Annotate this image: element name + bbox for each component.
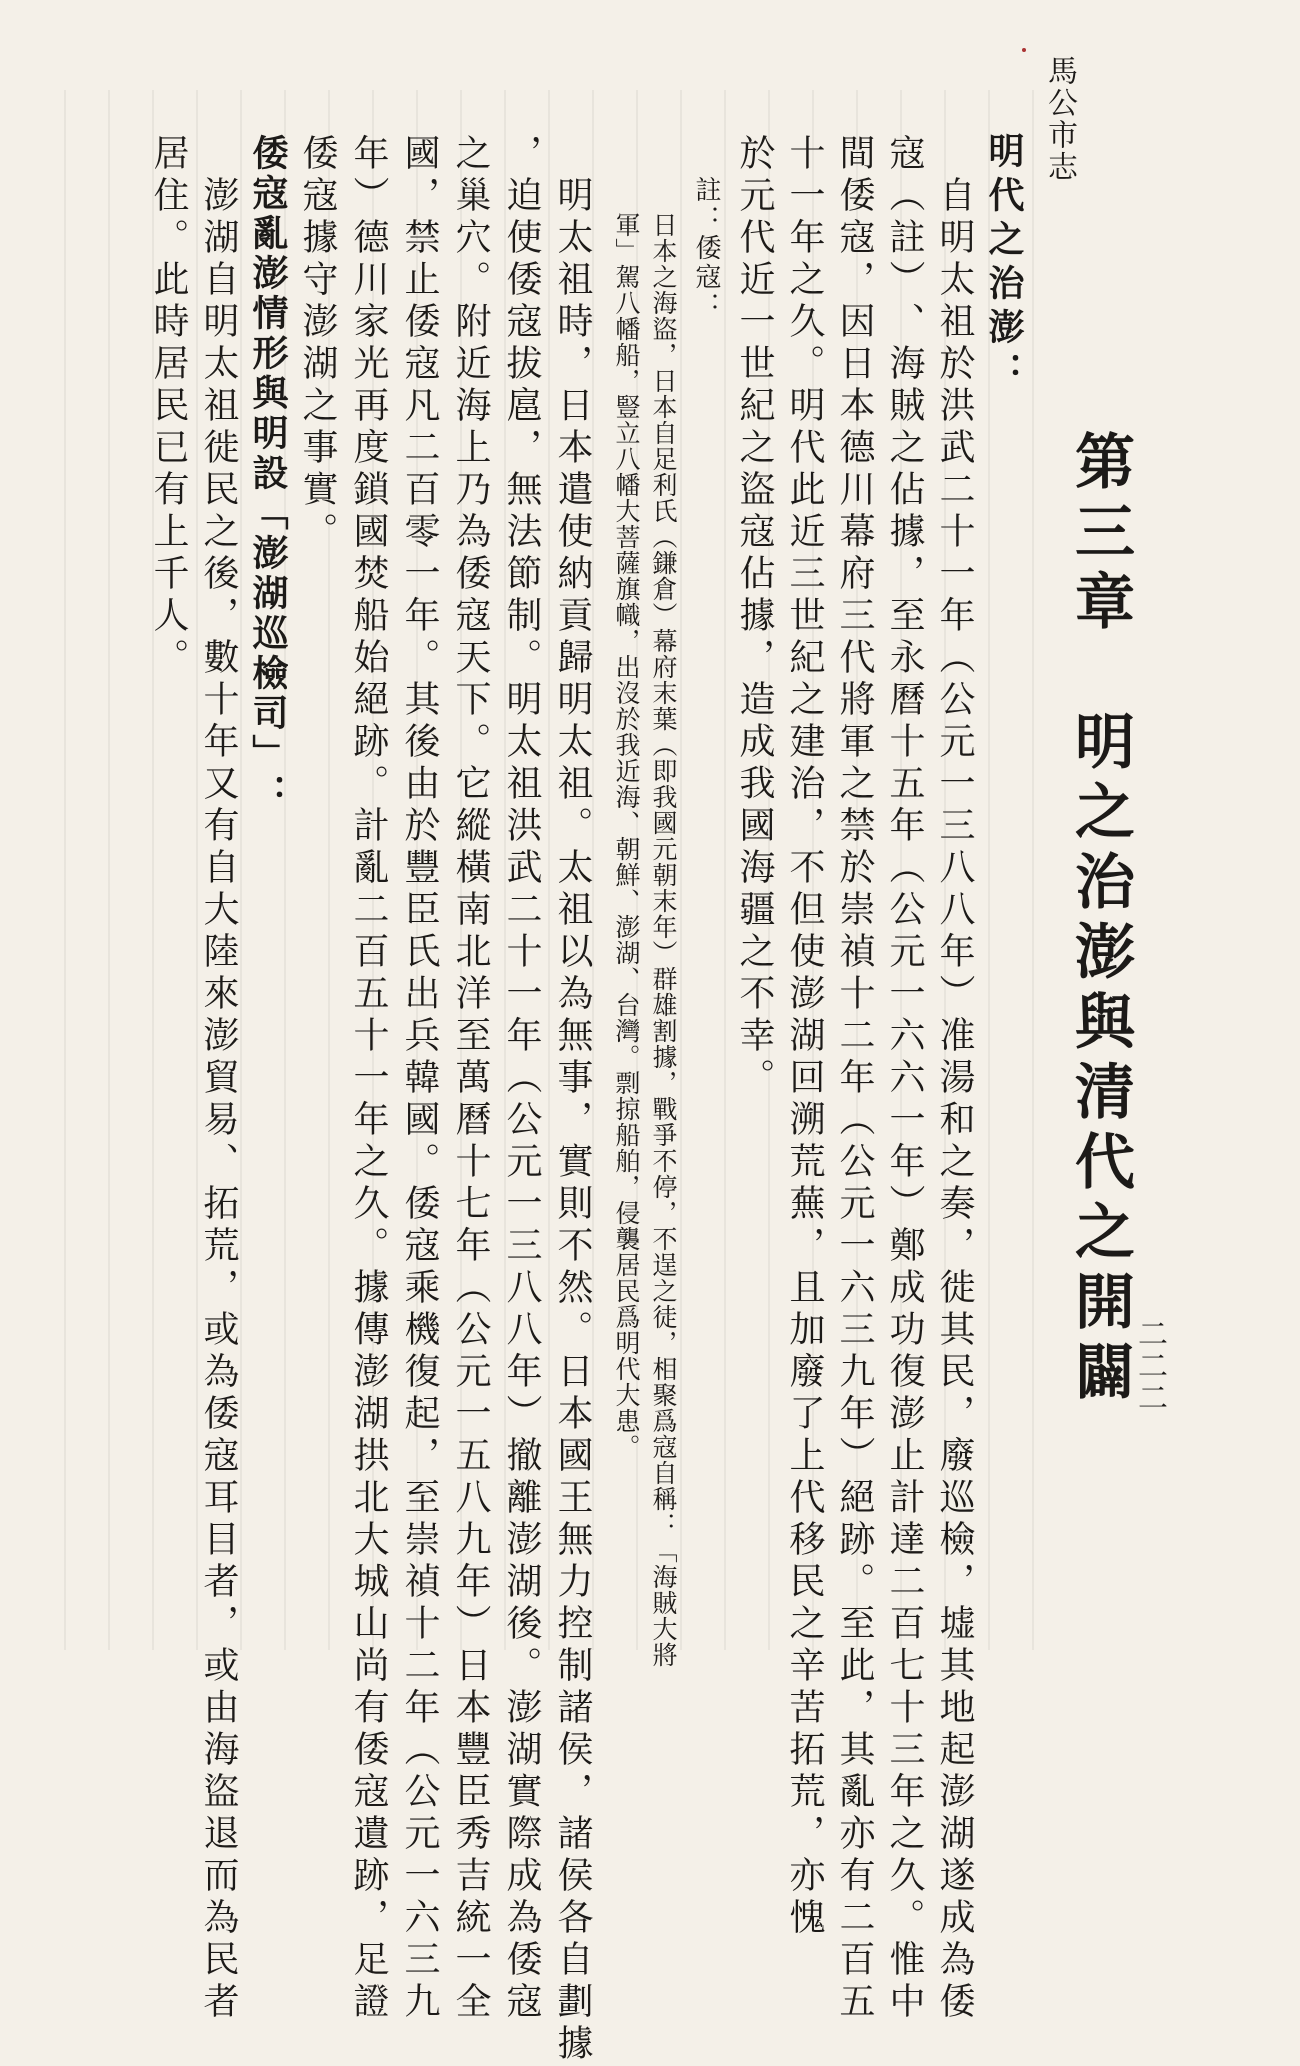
body-line: ，迫使倭寇拔扈，無法節制。明太祖洪武二十一年︵公元一三八八年︶撤離澎湖後。澎湖實際成為倭寇	[501, 134, 542, 2024]
ink-fleck	[1022, 48, 1026, 52]
body-line: 於元代近一世紀之盜寇佔據，造成我國海疆之不幸。	[734, 134, 775, 1100]
body-line: 年︶德川家光再度鎖國焚船始絕跡。計亂二百五十一年之久。據傳澎湖拱北大城山尚有倭寇遺跡，足證	[348, 134, 389, 2024]
note-line: 軍」駕八幡船，豎立八幡大菩薩旗幟，出沒於我近海、朝鮮、澎湖、台灣。剽掠船舶，侵襲居民爲明代大患。	[612, 212, 641, 1460]
section-heading-ming: 明代之治澎：	[983, 132, 1025, 396]
body-line: 自明太祖於洪武二十一年︵公元一三八八年︶准湯和之奏，徙其民，廢巡檢，墟其地起澎湖遂成為倭	[934, 176, 975, 2024]
body-line: 倭寇據守澎湖之事實。	[297, 134, 338, 554]
body-line: 寇︵註︶、海賊之佔據，至永曆十五年︵公元一六六一年︶鄭成功復澎止計達二百七十三年之久。惟中	[884, 134, 925, 2024]
page-number: 二二二	[1132, 1318, 1167, 1414]
body-line: 十一年之久。明代此近三世紀之建治，不但使澎湖回溯荒蕪，且加廢了上代移民之辛苦拓荒，亦愧	[784, 134, 825, 1940]
body-line: 間倭寇，因日本德川幕府三代將軍之禁於崇禎十二年︵公元一六三九年︶絕跡。至此，其亂亦有二百五	[834, 134, 875, 2024]
body-line: 居住。此時居民已有上千人。	[148, 134, 189, 680]
note-line: 日本之海盜，日本自足利氏︵鎌倉︶幕府末葉︵即我國元朝末年︶群雄割據，戰爭不停，不逞之徒，相聚爲寇自稱：「海賊大將	[649, 212, 678, 1668]
note-label: 註：倭寇：	[691, 176, 721, 321]
body-line: 澎湖自明太祖徙民之後，數十年又有自大陸來澎貿易、拓荒，或為倭寇耳目者，或由海盜退而為民者	[198, 176, 239, 2024]
section-heading-wokou: 倭寇亂澎情形與明設「澎湖巡檢司」：	[247, 134, 289, 814]
body-line: 之巢穴。附近海上乃為倭寇天下。它縱橫南北洋至萬曆十七年︵公元一五八九年︶日本豐臣秀吉統一全	[450, 134, 491, 2024]
body-line: 明太祖時，日本遣使納貢歸明太祖。太祖以為無事，實則不然。日本國王無力控制諸侯，諸侯各自劃據	[552, 176, 593, 2066]
running-header-title: 馬公市志	[1042, 55, 1077, 183]
body-line: 國，禁止倭寇凡二百零一年。其後由於豐臣氏出兵韓國。倭寇乘機復起，至崇禎十二年︵公元一六三九	[399, 134, 440, 2024]
chapter-title: 第三章 明之治澎與清代之開闢	[1065, 430, 1135, 1410]
